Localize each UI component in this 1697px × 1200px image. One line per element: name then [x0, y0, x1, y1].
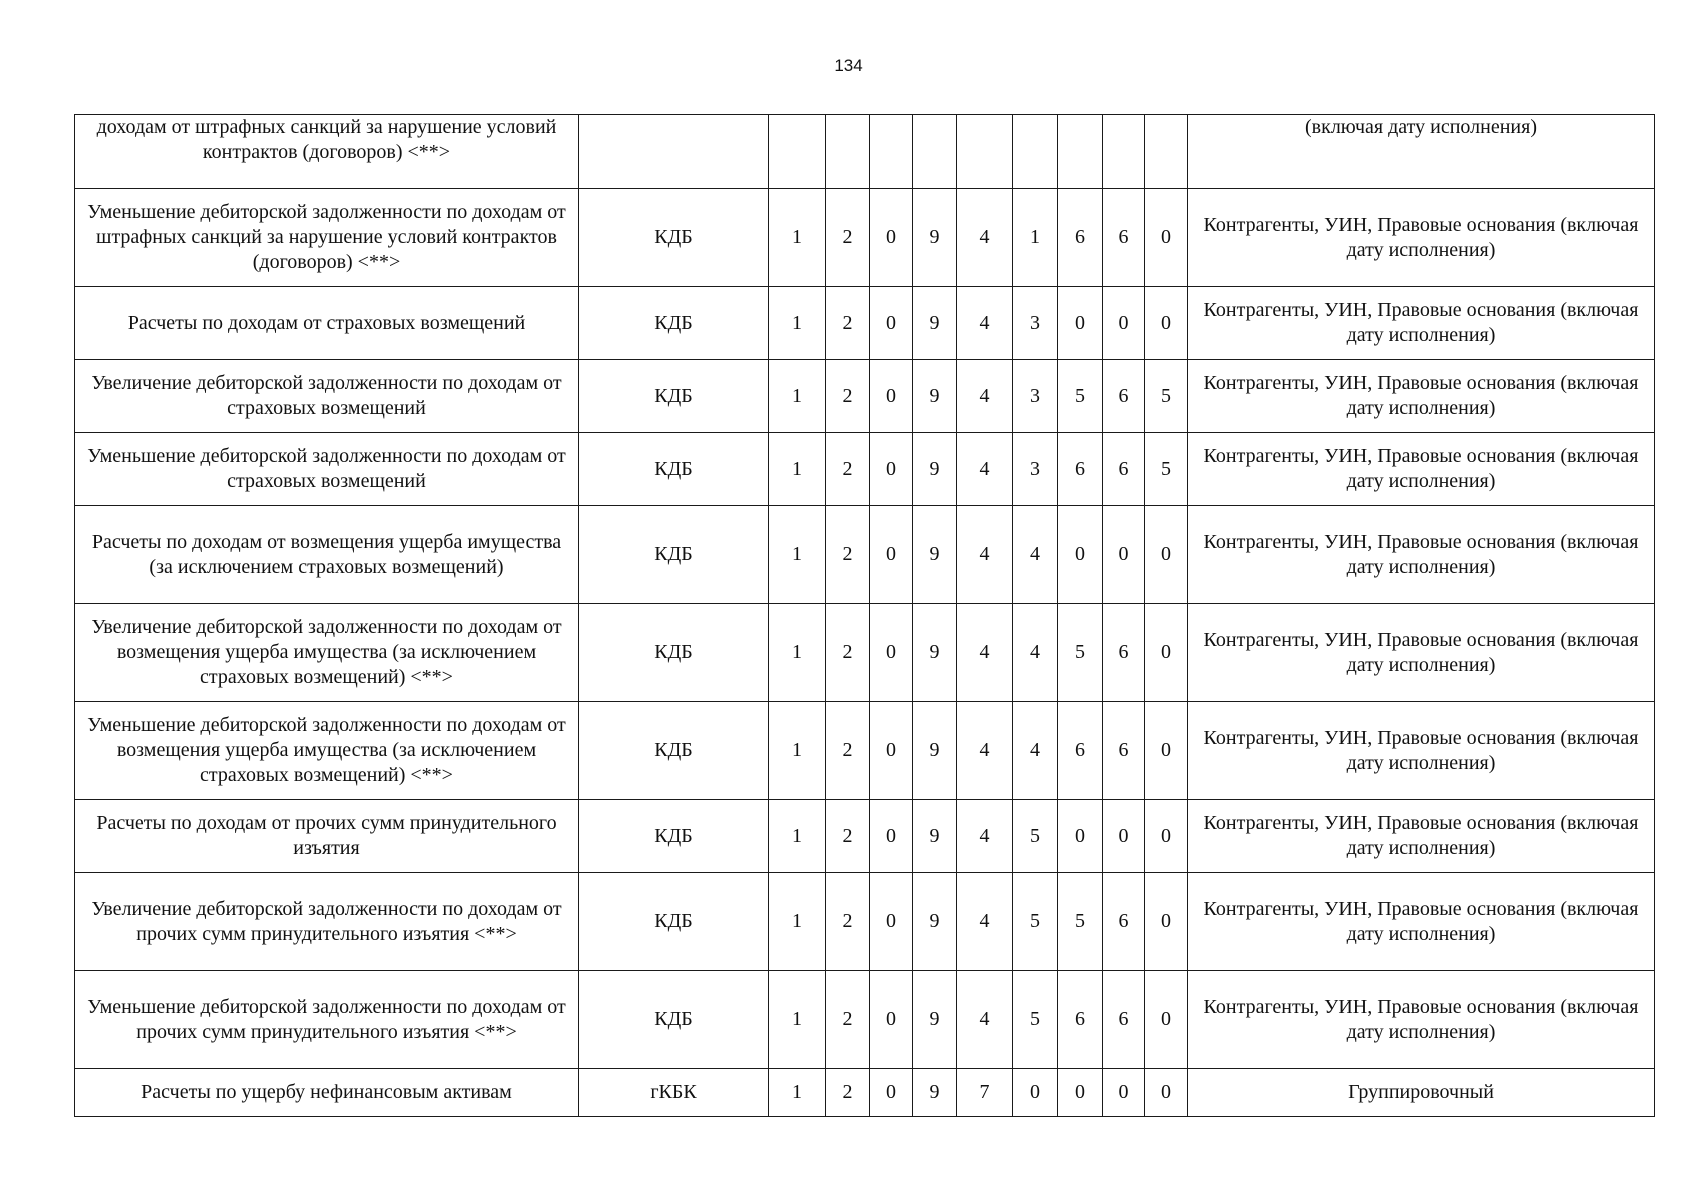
- account-code-digit: 6: [1103, 360, 1145, 433]
- code-type-cell: КДБ: [579, 971, 769, 1069]
- code-type-cell: КДБ: [579, 506, 769, 604]
- account-code-digit: 1: [769, 1069, 826, 1117]
- analytics-cell: Контрагенты, УИН, Правовые основания (включая дату исполнения): [1188, 506, 1655, 604]
- account-code-digit: 6: [1103, 433, 1145, 506]
- account-description-cell: Увеличение дебиторской задолженности по доходам от возмещения ущерба имущества (за исключением страховых возмещений) <**>: [75, 604, 579, 702]
- account-code-digit: 0: [1145, 873, 1188, 971]
- account-code-digit: 4: [957, 702, 1013, 800]
- analytics-cell: Контрагенты, УИН, Правовые основания (включая дату исполнения): [1188, 433, 1655, 506]
- account-code-digit: 2: [826, 506, 870, 604]
- table-row: [75, 506, 1655, 604]
- account-code-digit: 0: [1145, 287, 1188, 360]
- account-code-digit: 4: [957, 873, 1013, 971]
- analytics-cell: (включая дату исполнения): [1188, 115, 1655, 189]
- account-code-digit: 5: [1145, 360, 1188, 433]
- account-code-digit: [826, 115, 870, 189]
- account-description-cell: Расчеты по доходам от прочих сумм принудительного изъятия: [75, 800, 579, 873]
- analytics-cell: Группировочный: [1188, 1069, 1655, 1117]
- account-code-digit: 1: [769, 971, 826, 1069]
- account-code-digit: [913, 115, 957, 189]
- account-code-digit: [870, 115, 913, 189]
- code-type-cell: КДБ: [579, 287, 769, 360]
- account-code-digit: 2: [826, 189, 870, 287]
- analytics-cell: Контрагенты, УИН, Правовые основания (включая дату исполнения): [1188, 287, 1655, 360]
- code-type-cell: КДБ: [579, 360, 769, 433]
- account-code-digit: 3: [1013, 433, 1058, 506]
- code-type-cell: КДБ: [579, 433, 769, 506]
- account-code-digit: 4: [957, 604, 1013, 702]
- account-code-digit: 0: [1103, 506, 1145, 604]
- analytics-cell: Контрагенты, УИН, Правовые основания (включая дату исполнения): [1188, 604, 1655, 702]
- account-code-digit: 4: [957, 287, 1013, 360]
- account-code-digit: 0: [870, 287, 913, 360]
- account-code-digit: 4: [957, 189, 1013, 287]
- account-code-digit: 6: [1103, 971, 1145, 1069]
- account-code-digit: 1: [769, 800, 826, 873]
- account-code-digit: 4: [1013, 604, 1058, 702]
- code-type-cell: КДБ: [579, 189, 769, 287]
- account-code-digit: 6: [1058, 433, 1103, 506]
- account-code-digit: [769, 115, 826, 189]
- code-type-cell: КДБ: [579, 702, 769, 800]
- account-code-digit: 2: [826, 873, 870, 971]
- account-code-digit: 1: [769, 433, 826, 506]
- account-code-digit: 0: [1103, 287, 1145, 360]
- account-code-digit: 0: [1058, 1069, 1103, 1117]
- account-code-digit: 6: [1058, 971, 1103, 1069]
- account-code-digit: 0: [870, 800, 913, 873]
- account-code-digit: 9: [913, 971, 957, 1069]
- account-code-digit: 9: [913, 702, 957, 800]
- account-table: [74, 114, 1655, 1117]
- account-code-digit: 9: [913, 1069, 957, 1117]
- table-row: [75, 287, 1655, 360]
- account-code-digit: 2: [826, 971, 870, 1069]
- account-code-digit: 5: [1058, 604, 1103, 702]
- account-code-digit: 2: [826, 604, 870, 702]
- account-code-digit: 0: [1103, 1069, 1145, 1117]
- account-description-cell: Уменьшение дебиторской задолженности по доходам от возмещения ущерба имущества (за исключением страховых возмещений) <**>: [75, 702, 579, 800]
- account-code-digit: 1: [769, 360, 826, 433]
- table-row: [75, 189, 1655, 287]
- account-description-cell: Расчеты по доходам от возмещения ущерба имущества (за исключением страховых возмещений): [75, 506, 579, 604]
- account-code-digit: [1058, 115, 1103, 189]
- account-code-digit: 4: [957, 360, 1013, 433]
- account-code-digit: 5: [1013, 971, 1058, 1069]
- account-code-digit: 1: [769, 287, 826, 360]
- account-code-digit: [1013, 115, 1058, 189]
- code-type-cell: КДБ: [579, 800, 769, 873]
- account-code-digit: 0: [1145, 971, 1188, 1069]
- table-row: [75, 971, 1655, 1069]
- account-code-digit: 1: [769, 702, 826, 800]
- table-body: [75, 115, 1655, 1117]
- account-code-digit: 0: [870, 971, 913, 1069]
- account-code-digit: 5: [1013, 800, 1058, 873]
- account-code-digit: [1103, 115, 1145, 189]
- account-code-digit: 9: [913, 287, 957, 360]
- code-type-cell: гКБК: [579, 1069, 769, 1117]
- account-code-digit: 4: [957, 800, 1013, 873]
- account-description-cell: Увеличение дебиторской задолженности по доходам от страховых возмещений: [75, 360, 579, 433]
- table-row: [75, 702, 1655, 800]
- account-code-digit: 6: [1058, 189, 1103, 287]
- account-code-digit: 0: [870, 360, 913, 433]
- account-code-digit: 9: [913, 360, 957, 433]
- account-code-digit: 1: [769, 189, 826, 287]
- account-code-digit: 0: [1058, 800, 1103, 873]
- account-code-digit: 0: [870, 873, 913, 971]
- account-code-digit: 2: [826, 287, 870, 360]
- table-row: [75, 1069, 1655, 1117]
- account-code-digit: 4: [1013, 702, 1058, 800]
- account-code-digit: 1: [769, 873, 826, 971]
- account-code-digit: 5: [1013, 873, 1058, 971]
- account-description-cell: Уменьшение дебиторской задолженности по доходам от страховых возмещений: [75, 433, 579, 506]
- account-code-digit: 2: [826, 800, 870, 873]
- analytics-cell: Контрагенты, УИН, Правовые основания (включая дату исполнения): [1188, 360, 1655, 433]
- account-description-cell: Уменьшение дебиторской задолженности по доходам от прочих сумм принудительного изъятия <**>: [75, 971, 579, 1069]
- account-code-digit: 0: [1103, 800, 1145, 873]
- account-code-digit: 9: [913, 433, 957, 506]
- account-code-digit: 9: [913, 604, 957, 702]
- account-code-digit: 1: [1013, 189, 1058, 287]
- account-code-digit: 2: [826, 433, 870, 506]
- account-code-digit: 0: [1145, 702, 1188, 800]
- account-code-digit: 5: [1058, 873, 1103, 971]
- table-row: [75, 360, 1655, 433]
- account-code-digit: 6: [1103, 189, 1145, 287]
- account-code-digit: 0: [1058, 506, 1103, 604]
- account-description-cell: Увеличение дебиторской задолженности по доходам от прочих сумм принудительного изъятия <**>: [75, 873, 579, 971]
- account-code-digit: 0: [1145, 189, 1188, 287]
- account-code-digit: 4: [957, 971, 1013, 1069]
- account-code-digit: 5: [1058, 360, 1103, 433]
- table-row: [75, 433, 1655, 506]
- account-code-digit: 9: [913, 189, 957, 287]
- account-code-digit: 0: [1145, 800, 1188, 873]
- account-code-digit: 0: [870, 433, 913, 506]
- page-number: 134: [834, 56, 863, 75]
- account-code-digit: 4: [1013, 506, 1058, 604]
- account-description-cell: Расчеты по ущербу нефинансовым активам: [75, 1069, 579, 1117]
- account-code-digit: 9: [913, 800, 957, 873]
- account-code-digit: 4: [957, 506, 1013, 604]
- account-code-digit: 5: [1145, 433, 1188, 506]
- analytics-cell: Контрагенты, УИН, Правовые основания (включая дату исполнения): [1188, 800, 1655, 873]
- account-code-digit: 2: [826, 702, 870, 800]
- account-code-digit: 9: [913, 506, 957, 604]
- table-row: [75, 873, 1655, 971]
- account-code-digit: 9: [913, 873, 957, 971]
- account-code-digit: 0: [1145, 506, 1188, 604]
- account-code-digit: 0: [870, 702, 913, 800]
- account-code-digit: 6: [1103, 604, 1145, 702]
- account-description-cell: Уменьшение дебиторской задолженности по доходам от штрафных санкций за нарушение условий контрактов (договоров) <**>: [75, 189, 579, 287]
- table-row: [75, 604, 1655, 702]
- account-code-digit: [957, 115, 1013, 189]
- account-code-digit: 1: [769, 506, 826, 604]
- code-type-cell: КДБ: [579, 604, 769, 702]
- account-code-digit: 2: [826, 360, 870, 433]
- analytics-cell: Контрагенты, УИН, Правовые основания (включая дату исполнения): [1188, 189, 1655, 287]
- table-row: [75, 800, 1655, 873]
- account-code-digit: 1: [769, 604, 826, 702]
- analytics-cell: Контрагенты, УИН, Правовые основания (включая дату исполнения): [1188, 873, 1655, 971]
- account-code-digit: 0: [870, 506, 913, 604]
- account-code-digit: 3: [1013, 287, 1058, 360]
- analytics-cell: Контрагенты, УИН, Правовые основания (включая дату исполнения): [1188, 702, 1655, 800]
- account-code-digit: 4: [957, 433, 1013, 506]
- account-code-digit: 6: [1103, 873, 1145, 971]
- account-code-digit: 0: [1145, 1069, 1188, 1117]
- account-code-digit: 0: [1058, 287, 1103, 360]
- table-row: [75, 115, 1655, 189]
- account-code-digit: 0: [870, 604, 913, 702]
- account-code-digit: 0: [870, 1069, 913, 1117]
- analytics-cell: Контрагенты, УИН, Правовые основания (включая дату исполнения): [1188, 971, 1655, 1069]
- account-code-digit: 2: [826, 1069, 870, 1117]
- account-code-digit: 3: [1013, 360, 1058, 433]
- code-type-cell: [579, 115, 769, 189]
- account-description-cell: Расчеты по доходам от страховых возмещений: [75, 287, 579, 360]
- account-code-digit: 6: [1103, 702, 1145, 800]
- account-code-digit: 0: [1145, 604, 1188, 702]
- account-code-digit: 7: [957, 1069, 1013, 1117]
- account-code-digit: 0: [870, 189, 913, 287]
- account-code-digit: 6: [1058, 702, 1103, 800]
- account-code-digit: 0: [1013, 1069, 1058, 1117]
- account-description-cell: доходам от штрафных санкций за нарушение условий контрактов (договоров) <**>: [75, 115, 579, 189]
- account-code-digit: [1145, 115, 1188, 189]
- code-type-cell: КДБ: [579, 873, 769, 971]
